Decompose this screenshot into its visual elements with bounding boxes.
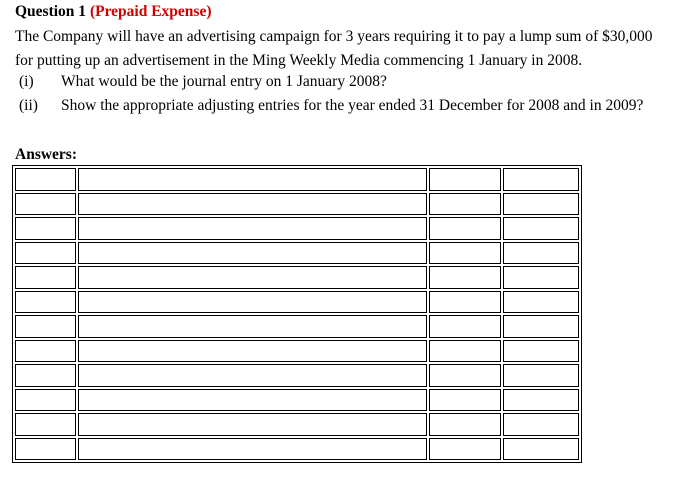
answer-cell[interactable] — [78, 340, 426, 363]
answer-cell[interactable] — [429, 389, 502, 412]
answer-cell[interactable] — [78, 266, 426, 289]
answer-cell[interactable] — [78, 168, 426, 191]
answer-cell[interactable] — [503, 217, 579, 240]
answer-cell[interactable] — [15, 242, 76, 265]
question-item-2 — [19, 97, 643, 115]
answer-row — [15, 413, 579, 436]
question-item-1 — [19, 73, 387, 91]
answer-row — [15, 291, 579, 314]
answer-cell[interactable] — [503, 315, 579, 338]
answer-cell[interactable] — [503, 389, 579, 412]
answer-cell[interactable] — [15, 291, 76, 314]
answer-cell[interactable] — [78, 217, 426, 240]
answer-cell[interactable] — [429, 340, 502, 363]
item-number: (ii) — [19, 97, 38, 114]
question-text — [15, 25, 695, 73]
answer-cell[interactable] — [78, 242, 426, 265]
answer-row — [15, 364, 579, 387]
answer-cell[interactable] — [429, 413, 502, 436]
answer-cell[interactable] — [503, 168, 579, 191]
answer-cell[interactable] — [429, 364, 502, 387]
answer-row — [15, 315, 579, 338]
answer-cell[interactable] — [503, 438, 579, 461]
item-number: (i) — [19, 73, 34, 90]
answer-cell[interactable] — [15, 364, 76, 387]
answer-cell[interactable] — [503, 291, 579, 314]
answer-row — [15, 242, 579, 265]
answer-cell[interactable] — [78, 438, 426, 461]
answer-cell[interactable] — [78, 413, 426, 436]
answer-cell[interactable] — [429, 266, 502, 289]
answer-cell[interactable] — [15, 217, 76, 240]
question-line-1: The Company will have an advertising campaign for 3 years requiring it to pay a lump sum of $30,000 — [15, 28, 653, 45]
answer-row — [15, 168, 579, 191]
question-heading — [15, 3, 212, 21]
answer-cell[interactable] — [503, 266, 579, 289]
answer-cell[interactable] — [15, 413, 76, 436]
answers-label: Answers: — [15, 146, 77, 163]
item-text: What would be the journal entry on 1 January 2008? — [61, 73, 387, 90]
answer-row — [15, 217, 579, 240]
answer-cell[interactable] — [503, 364, 579, 387]
answer-cell[interactable] — [429, 291, 502, 314]
answer-cell[interactable] — [78, 364, 426, 387]
answer-row — [15, 266, 579, 289]
answer-cell[interactable] — [78, 193, 426, 216]
answer-table-body — [15, 168, 579, 460]
answer-cell[interactable] — [15, 438, 76, 461]
answer-cell[interactable] — [503, 193, 579, 216]
answer-cell[interactable] — [15, 340, 76, 363]
answer-cell[interactable] — [429, 193, 502, 216]
answer-cell[interactable] — [429, 242, 502, 265]
answer-cell[interactable] — [503, 413, 579, 436]
item-text: Show the appropriate adjusting entries for the year ended 31 December for 2008 and in 2009? — [61, 97, 644, 114]
answer-table-container — [12, 165, 582, 465]
answer-row — [15, 389, 579, 412]
answer-cell[interactable] — [78, 315, 426, 338]
question-line-2: for putting up an advertisement in the Ming Weekly Media commencing 1 January in 2008. — [15, 52, 583, 69]
answer-cell[interactable] — [78, 389, 426, 412]
answer-cell[interactable] — [429, 217, 502, 240]
answer-cell[interactable] — [78, 291, 426, 314]
answer-cell[interactable] — [15, 315, 76, 338]
question-label: Question 1 — [15, 3, 87, 20]
answer-cell[interactable] — [15, 389, 76, 412]
answer-row — [15, 193, 579, 216]
answer-cell[interactable] — [15, 168, 76, 191]
answer-row — [15, 438, 579, 461]
answer-cell[interactable] — [15, 193, 76, 216]
answer-table — [12, 165, 582, 463]
answer-row — [15, 340, 579, 363]
answer-cell[interactable] — [503, 242, 579, 265]
answer-cell[interactable] — [429, 438, 502, 461]
question-topic: (Prepaid Expense) — [89, 3, 212, 20]
answer-cell[interactable] — [503, 340, 579, 363]
answer-cell[interactable] — [15, 266, 76, 289]
answer-cell[interactable] — [429, 168, 502, 191]
answer-cell[interactable] — [429, 315, 502, 338]
